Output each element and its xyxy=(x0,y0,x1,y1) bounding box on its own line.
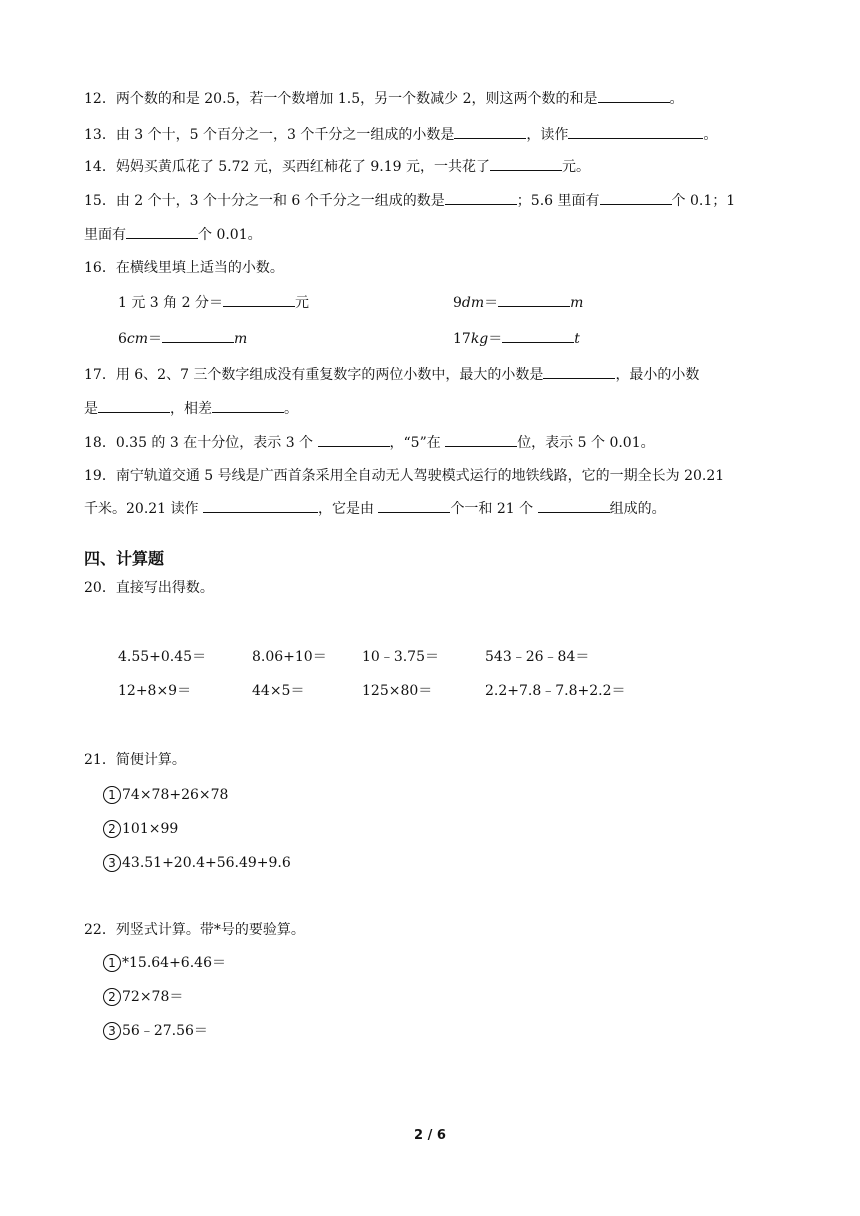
question-19-cont xyxy=(84,498,666,519)
q19-text-3: ，它是由 xyxy=(317,501,379,517)
unit: 元 xyxy=(294,295,309,311)
expression: 43.51+20.4+56.49+9.6 xyxy=(122,855,291,871)
section-heading: 四、计算题 xyxy=(84,549,165,568)
q16-item-2 xyxy=(453,292,583,313)
question-15-cont xyxy=(84,224,262,245)
answer-blank[interactable] xyxy=(454,124,526,139)
answer-blank[interactable] xyxy=(98,398,170,413)
item-number: 1 xyxy=(103,954,121,972)
answer-blank[interactable] xyxy=(126,224,198,239)
q12-text: 12．两个数的和是 20.5，若一个数增加 1.5，另一个数减少 2，则这两个数的和是 xyxy=(84,91,598,107)
item-number: 1 xyxy=(103,786,121,804)
question-16-title: 16．在横线里填上适当的小数。 xyxy=(84,260,284,276)
item-number: 2 xyxy=(103,820,121,838)
q13-end: 。 xyxy=(703,127,718,143)
q16-item-3 xyxy=(118,328,247,349)
q19-text-4: 个一和 21 个 xyxy=(450,501,538,517)
q15-text: 15．由 2 个十，3 个十分之一和 6 个千分之一组成的数是 xyxy=(84,193,445,209)
question-17-cont xyxy=(84,398,298,419)
question-22-title: 22．列竖式计算。带*号的要验算。 xyxy=(84,922,305,938)
answer-blank[interactable] xyxy=(502,328,574,343)
answer-blank[interactable] xyxy=(162,328,234,343)
answer-blank[interactable] xyxy=(378,498,450,513)
q13-text-2: ，读作 xyxy=(526,127,569,143)
calc-item: 10﹣3.75＝ xyxy=(362,649,439,665)
answer-blank[interactable] xyxy=(598,88,670,103)
answer-blank[interactable] xyxy=(568,124,703,139)
answer-blank[interactable] xyxy=(203,498,318,513)
q18-text-2: ，“5”在 xyxy=(389,435,446,451)
q13-text: 13．由 3 个十，5 个百分之一，3 个千分之一组成的小数是 xyxy=(84,127,455,143)
q16-item-1 xyxy=(118,292,309,313)
calc-item: 4.55+0.45＝ xyxy=(118,649,207,665)
page-number: 2 / 6 xyxy=(414,1128,446,1143)
question-20-title: 20．直接写出得数。 xyxy=(84,580,214,596)
answer-blank[interactable] xyxy=(498,292,570,307)
q19-text-2: 千米。20.21 读作 xyxy=(84,501,203,517)
question-17 xyxy=(84,364,699,385)
expression: 101×99 xyxy=(122,821,179,837)
unit: kg xyxy=(470,331,489,347)
q17-text-2: ，最小的小数 xyxy=(615,367,700,383)
item-number: 3 xyxy=(103,1022,121,1040)
answer-blank[interactable] xyxy=(538,498,610,513)
expression: 74×78+26×78 xyxy=(122,787,229,803)
calc-item: 2.2+7.8﹣7.8+2.2＝ xyxy=(485,683,626,699)
list-item xyxy=(103,987,183,1007)
unit: cm xyxy=(126,331,149,347)
calc-item: 44×5＝ xyxy=(252,683,305,699)
q15-end: 个 0.01。 xyxy=(198,227,262,243)
value: 6 xyxy=(118,331,127,347)
unit: dm xyxy=(461,295,485,311)
answer-blank[interactable] xyxy=(543,364,615,379)
q19-text: 19．南宁轨道交通 5 号线是广西首条采用全自动无人驾驶模式运行的地铁线路，它的一期全长为 20.21 xyxy=(84,468,725,484)
answer-blank[interactable] xyxy=(445,190,517,205)
q17-text-3: 是 xyxy=(84,401,98,417)
expression: 72×78＝ xyxy=(122,989,184,1005)
question-15 xyxy=(84,190,735,211)
list-item xyxy=(103,785,228,805)
question-18 xyxy=(84,432,655,453)
question-14 xyxy=(84,156,590,177)
expression: 56﹣27.56＝ xyxy=(122,1023,208,1039)
answer-blank[interactable] xyxy=(223,292,295,307)
q18-end: 位，表示 5 个 0.01。 xyxy=(517,435,655,451)
list-item xyxy=(103,953,226,973)
q19-end: 组成的。 xyxy=(609,501,666,517)
list-item xyxy=(103,853,291,873)
question-19 xyxy=(84,466,724,486)
equals: ＝ xyxy=(148,331,163,347)
item-number: 2 xyxy=(103,988,121,1006)
answer-blank[interactable] xyxy=(318,432,390,447)
list-item xyxy=(103,819,178,839)
q17-text-4: ，相差 xyxy=(170,401,212,417)
equals: ＝ xyxy=(484,295,499,311)
q14-end: 元。 xyxy=(561,159,590,175)
equals: ＝ xyxy=(488,331,503,347)
q14-text: 14．妈妈买黄瓜花了 5.72 元，买西红柿花了 9.19 元，一共花了 xyxy=(84,159,490,175)
calc-item: 125×80＝ xyxy=(362,683,433,699)
answer-blank[interactable] xyxy=(212,398,284,413)
q18-text: 18．0.35 的 3 在十分位，表示 3 个 xyxy=(84,435,318,451)
q17-end: 。 xyxy=(284,401,298,417)
question-13 xyxy=(84,124,717,145)
calc-item: 543﹣26﹣84＝ xyxy=(485,649,590,665)
answer-blank[interactable] xyxy=(445,432,517,447)
q15-text-4: 里面有 xyxy=(84,227,126,243)
q16-item-4 xyxy=(453,328,580,349)
value: 9 xyxy=(453,295,462,311)
unit: m xyxy=(234,331,248,347)
expression: *15.64+6.46＝ xyxy=(122,955,226,971)
q16-item-1-text: 1 元 3 角 2 分＝ xyxy=(118,295,223,311)
calc-item: 12+8×9＝ xyxy=(118,683,192,699)
answer-blank[interactable] xyxy=(490,156,562,171)
q17-text: 17．用 6、2、7 三个数字组成没有重复数字的两位小数中，最大的小数是 xyxy=(84,367,544,383)
answer-blank[interactable] xyxy=(600,190,672,205)
unit: m xyxy=(570,295,584,311)
q15-text-2: ；5.6 里面有 xyxy=(516,193,600,209)
question-12 xyxy=(84,88,684,109)
question-21-title: 21．简便计算。 xyxy=(84,752,186,768)
q12-end: 。 xyxy=(669,91,684,107)
q15-text-3: 个 0.1；1 xyxy=(671,193,736,209)
unit: t xyxy=(574,331,580,347)
calc-item: 8.06+10＝ xyxy=(252,649,327,665)
item-number: 3 xyxy=(103,854,121,872)
value: 17 xyxy=(453,331,471,347)
list-item xyxy=(103,1021,208,1041)
